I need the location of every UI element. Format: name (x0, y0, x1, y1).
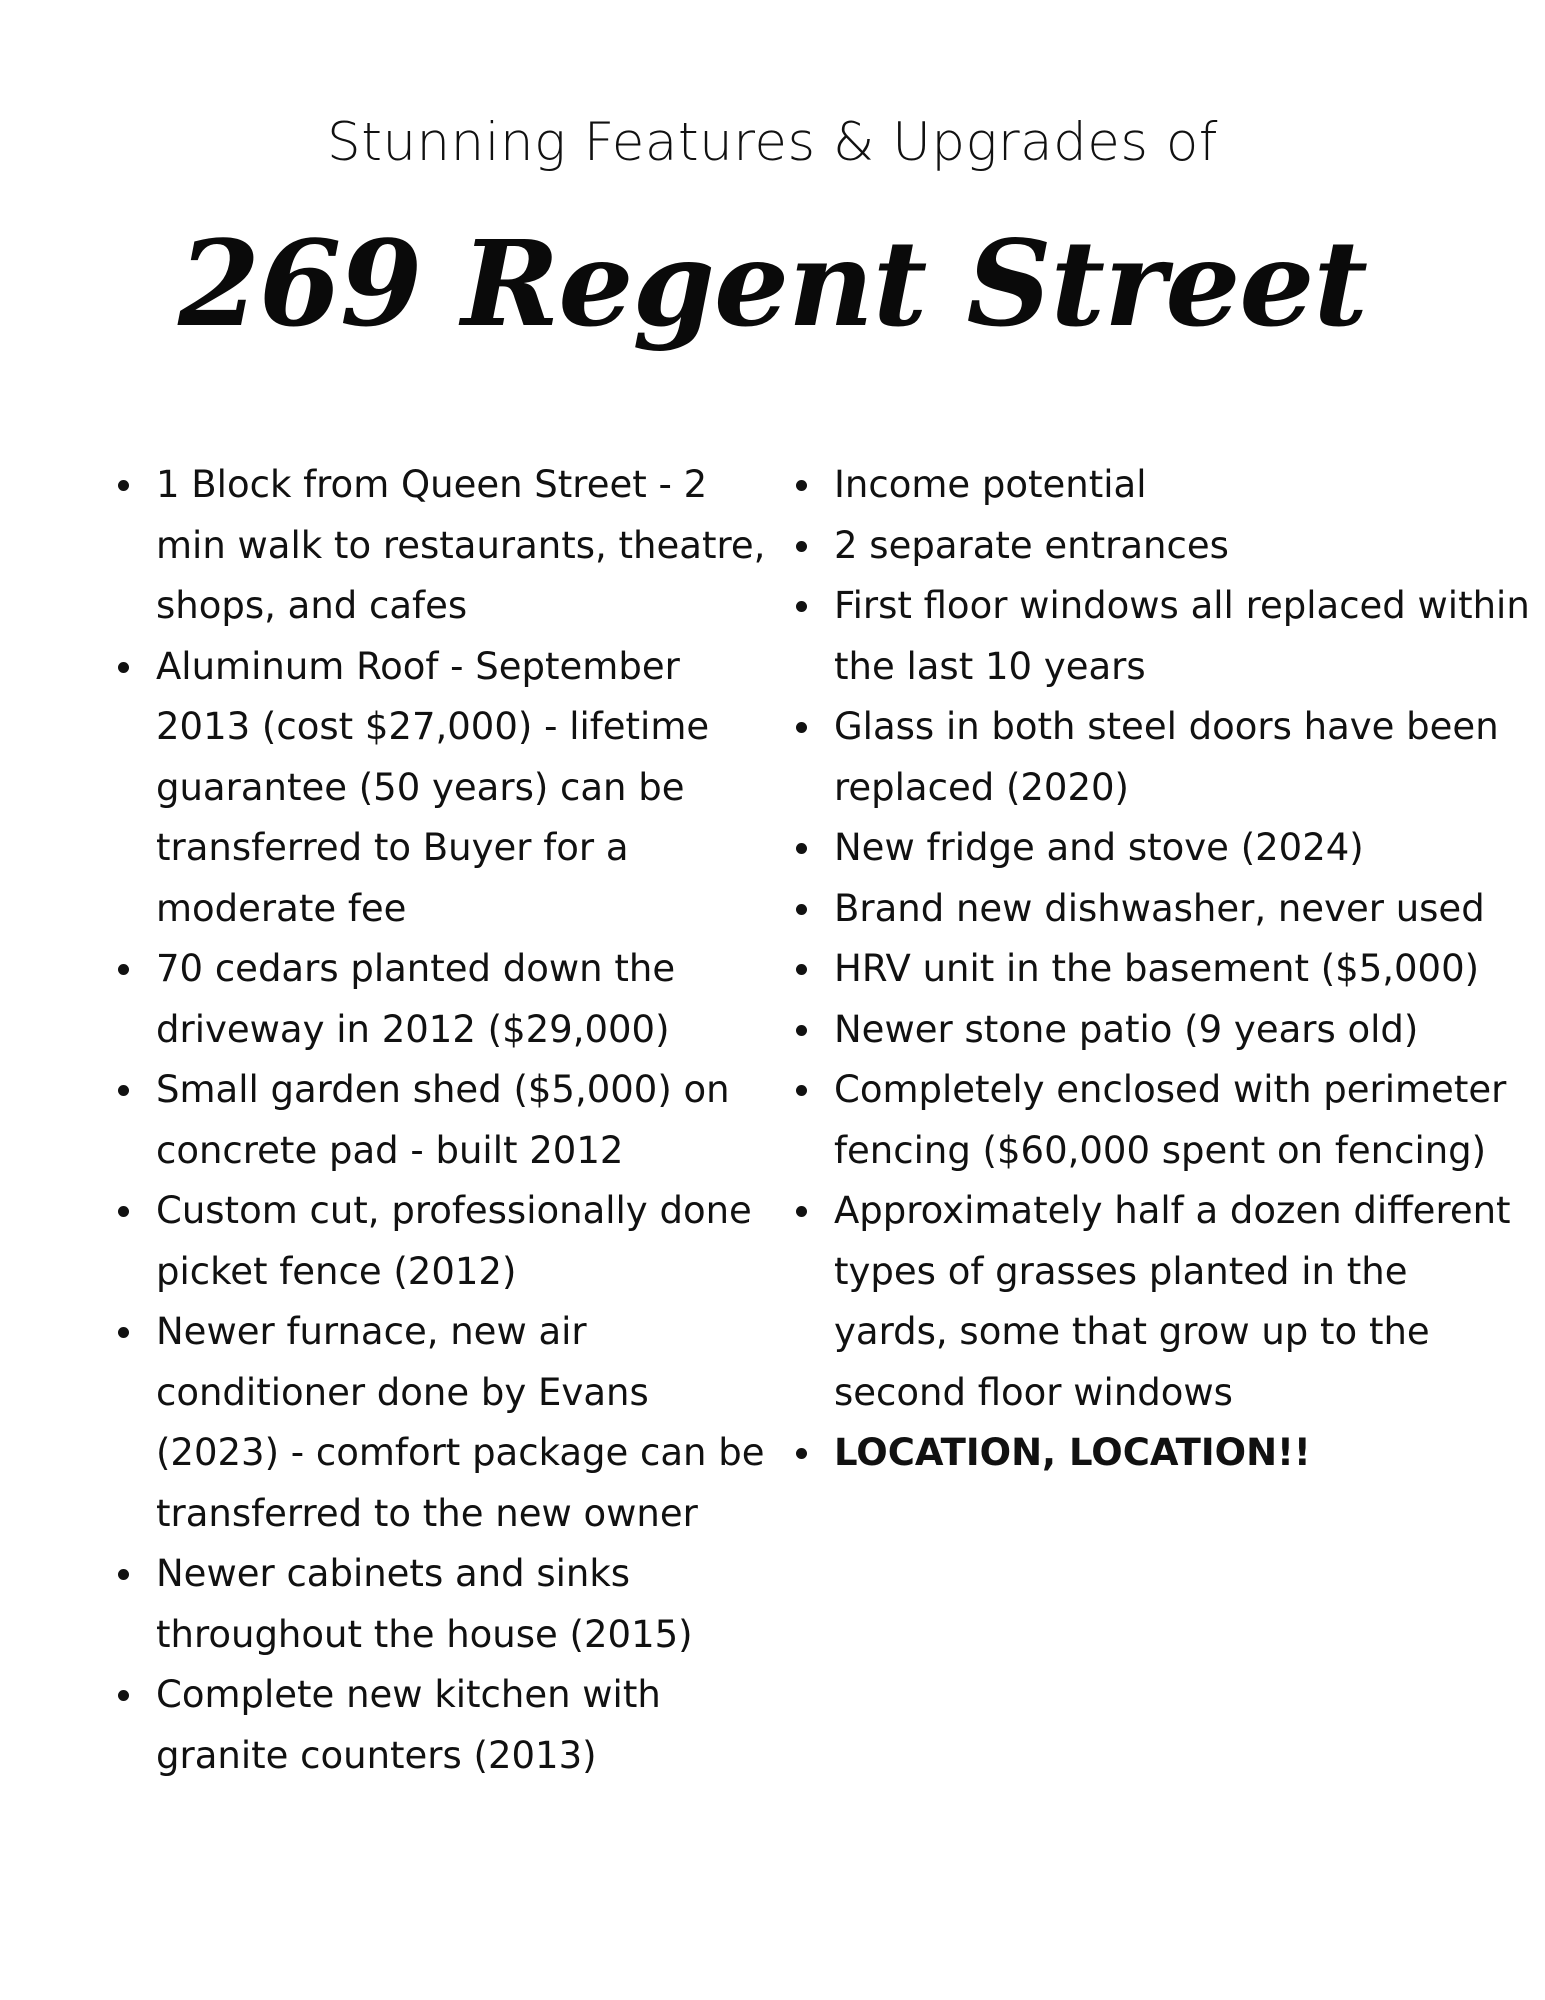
feature-text: Income potential (834, 463, 1147, 506)
bullet-icon (796, 541, 807, 552)
list-item (112, 637, 772, 940)
list-item (112, 1060, 772, 1181)
feature-text: Newer stone patio (9 years old) (834, 1007, 1419, 1051)
feature-text: First floor windows all replaced within the last 10 years (834, 584, 1530, 688)
bullet-icon (118, 1327, 129, 1338)
bullet-icon (796, 722, 807, 733)
feature-text: Approximately half a dozen different types of grasses planted in the yards, some that grow up to the second floor windows (834, 1189, 1511, 1414)
list-item (790, 1000, 1530, 1061)
features-list-left (112, 455, 772, 1786)
list-item (790, 576, 1530, 697)
bullet-icon (796, 601, 807, 612)
bullet-icon (796, 843, 807, 854)
list-item (790, 516, 1530, 577)
bullet-icon (118, 1690, 129, 1701)
bullet-icon (796, 480, 807, 491)
feature-text: Glass in both steel doors have been replaced (2020) (834, 705, 1499, 809)
bullet-icon (796, 1085, 807, 1096)
feature-text: New fridge and stove (2024) (834, 826, 1364, 869)
list-item (790, 697, 1530, 818)
list-item (790, 818, 1530, 879)
feature-text: HRV unit in the basement ($5,000) (834, 947, 1480, 990)
list-item (790, 939, 1530, 1000)
list-item (112, 455, 772, 637)
feature-text: Newer cabinets and sinks throughout the house (2015) (156, 1552, 693, 1656)
bullet-icon (118, 662, 129, 673)
feature-text: Newer furnace, new air conditioner done by Evans (2023) - comfort package can be transferred to the new owner (156, 1310, 765, 1535)
feature-text: 2 separate entrances (834, 523, 1229, 567)
feature-text: Complete new kitchen with granite counters (2013) (156, 1673, 661, 1777)
feature-text: Brand new dishwasher, never used (834, 886, 1485, 930)
list-item (112, 1544, 772, 1665)
features-list-right (790, 455, 1530, 1484)
bullet-icon (796, 1025, 807, 1036)
feature-text: 1 Block from Queen Street - 2 min walk to restaurants, theatre, shops, and cafes (156, 463, 766, 627)
page-subtitle: Stunning Features & Upgrades of (327, 112, 1218, 173)
bullet-icon (796, 1448, 807, 1459)
feature-text: 70 cedars planted down the driveway in 2012 ($29,000) (156, 947, 676, 1051)
bullet-icon (118, 1206, 129, 1217)
list-item (790, 1181, 1530, 1423)
list-item (790, 1060, 1530, 1181)
feature-text: Small garden shed ($5,000) on concrete pad - built 2012 (156, 1068, 730, 1172)
feature-text: LOCATION, LOCATION!! (834, 1431, 1311, 1474)
bullet-icon (118, 1085, 129, 1096)
list-item (112, 1665, 772, 1786)
list-item (112, 939, 772, 1060)
bullet-icon (796, 1206, 807, 1217)
feature-text: Custom cut, professionally done picket fence (2012) (156, 1189, 752, 1293)
bullet-icon (796, 904, 807, 915)
page-title: 269 Regent Street (177, 214, 1368, 353)
feature-text: Aluminum Roof - September 2013 (cost $27,000) - lifetime guarantee (50 years) can be transferred to Buyer for a moderate fee (156, 644, 710, 930)
list-item-highlight (790, 1423, 1530, 1484)
bullet-icon (118, 480, 129, 491)
list-item (790, 879, 1530, 940)
list-item (790, 455, 1530, 516)
bullet-icon (118, 964, 129, 975)
feature-text: Completely enclosed with perimeter fencing ($60,000 spent on fencing) (834, 1068, 1507, 1172)
list-item (112, 1302, 772, 1544)
list-item (112, 1181, 772, 1302)
bullet-icon (796, 964, 807, 975)
bullet-icon (118, 1569, 129, 1580)
